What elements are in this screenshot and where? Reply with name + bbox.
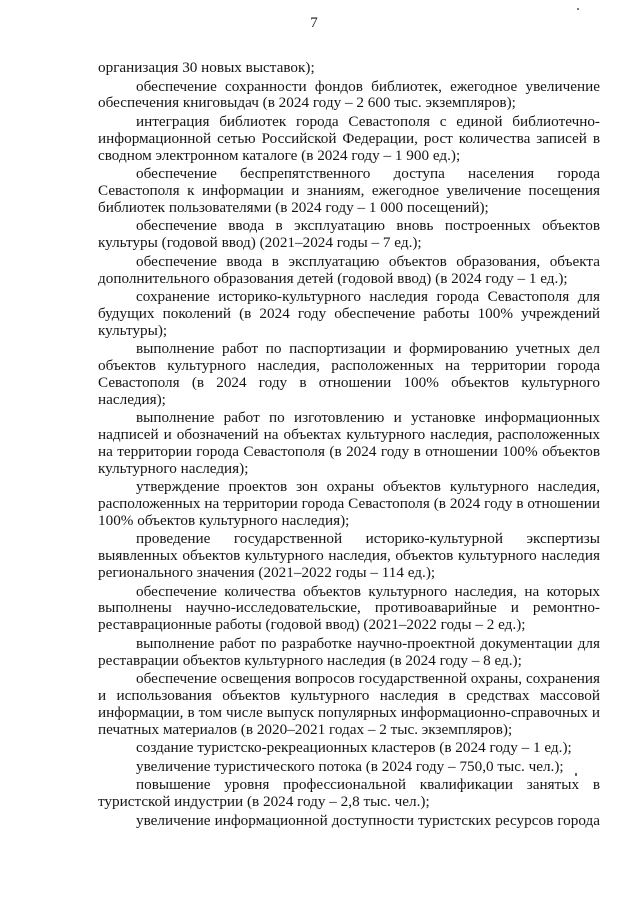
paragraph: выполнение работ по разработке научно-проектной документации для реставрации объектов культурного наследия (в 2024 году – 8 ед.);	[98, 634, 600, 669]
paragraph: обеспечение беспрепятственного доступа населения города Севастополя к информации и знаниям, ежегодное увеличение посещения библиотек пользователями (в 2024 году – 1 000 посещений);	[98, 165, 600, 216]
paragraph: увеличение информационной доступности туристских ресурсов города	[136, 811, 600, 829]
scan-speck	[577, 8, 579, 10]
paragraph: создание туристско-рекреационных кластеров (в 2024 году – 1 ед.);	[136, 739, 572, 757]
paragraph: интеграция библиотек города Севастополя с единой библиотечно-информационной сетью Российской Федерации, рост количества записей в сводном электронном каталоге (в 2024 году – 1 900 ед.);	[98, 112, 600, 164]
paragraph: выполнение работ по паспортизации и формированию учетных дел объектов культурного наследия, расположенных на территории города Севастополя (в 2024 году в отношении 100% объектов культурного наследия);	[98, 340, 600, 408]
paragraph: обеспечение количества объектов культурного наследия, на которых выполнены научно-исследовательские, противоаварийные и ремонтно-реставрационные работы (годовой ввод) (2021–2022 годы – 2 ед.);	[98, 582, 600, 634]
paragraph: организация 30 новых выставок);	[98, 59, 315, 76]
page-number: 7	[310, 15, 318, 31]
paragraph: обеспечение сохранности фондов библиотек, ежегодное увеличение обеспечения книговыдач (в 2024 году – 2 600 тыс. экземпляров);	[98, 77, 600, 112]
paragraph: сохранение историко-культурного наследия города Севастополя для будущих поколений (в 2024 году обеспечение работы 100% учреждений культуры);	[98, 288, 600, 339]
paragraph: проведение государственной историко-культурной экспертизы выявленных объектов культурного наследия, объектов культурного наследия регионального значения (2021–2022 годы – 114 ед.);	[98, 530, 600, 582]
paragraph: обеспечение ввода в эксплуатацию объектов образования, объекта дополнительного образования детей (годовой ввод) (в 2024 году – 1 ед.);	[98, 252, 600, 287]
paragraph: обеспечение освещения вопросов государственной охраны, сохранения и использования объектов культурного наследия в средствах массовой информации, в том числе выпуск популярных информационно-справочных и печатных материалов (в 2020–2021 годах – 2 тыс. экземпляров);	[98, 670, 600, 738]
paragraph: выполнение работ по изготовлению и установке информационных надписей и обозначений на объектах культурного наследия, расположенных на территории города Севастополя (в 2024 году в отношении 100% объектов культурного наследия);	[98, 409, 600, 477]
paragraph: утверждение проектов зон охраны объектов культурного наследия, расположенных на территории города Севастополя (в 2024 году в отношении 100% объектов культурного наследия);	[98, 478, 600, 529]
document-body	[98, 60, 600, 831]
paragraph: повышение уровня профессиональной квалификации занятых в туристской индустрии (в 2024 году – 2,8 тыс. чел.);	[98, 776, 600, 811]
paragraph: увеличение туристического потока (в 2024 году – 750,0 тыс. чел.);	[136, 757, 564, 775]
paragraph: обеспечение ввода в эксплуатацию вновь построенных объектов культуры (годовой ввод) (2021–2024 годы – 7 ед.);	[98, 217, 600, 252]
